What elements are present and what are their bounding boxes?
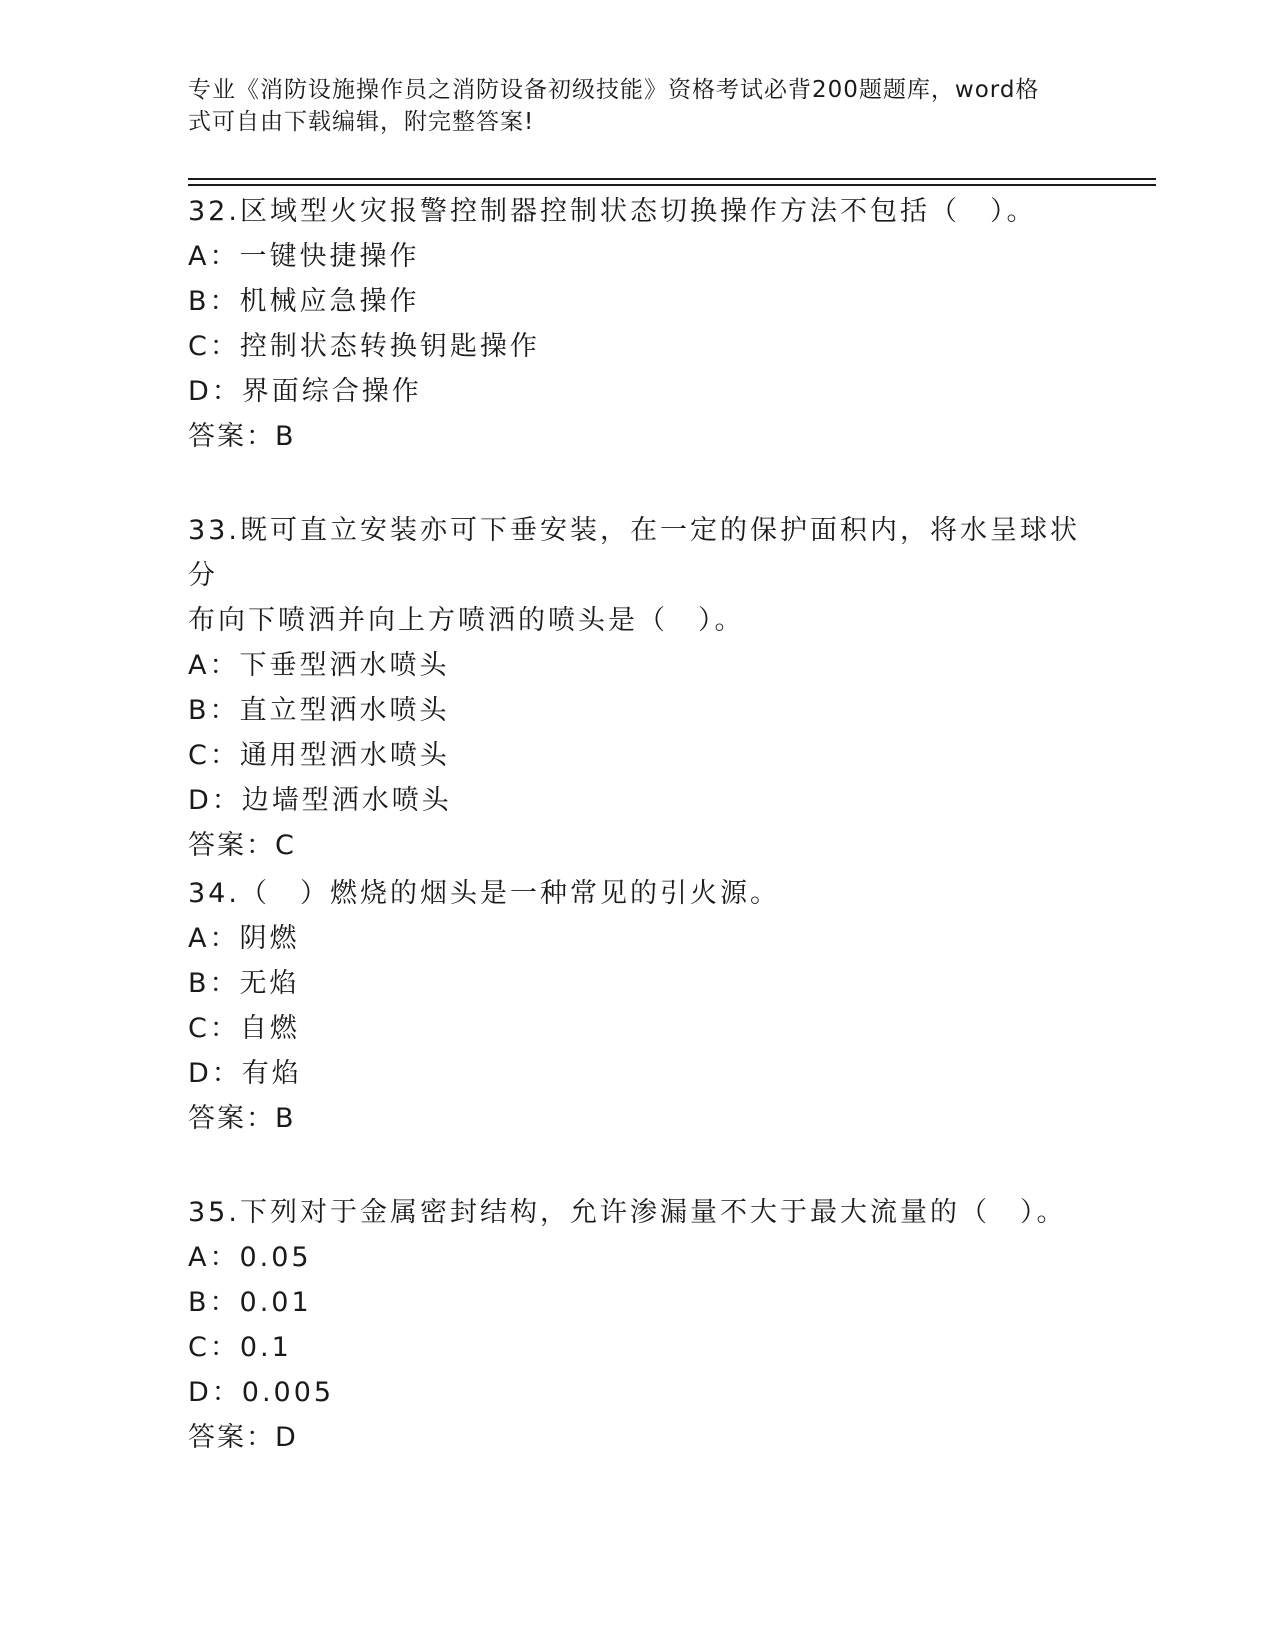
question-stem: 32.区域型火灾报警控制器控制状态切换操作方法不包括（ ）。 <box>188 196 1037 227</box>
option-b: B：无焰 <box>188 968 300 999</box>
option-b: B：机械应急操作 <box>188 286 420 317</box>
document-header <box>188 74 1068 138</box>
question-32 <box>188 189 1088 459</box>
question-34 <box>188 871 1088 1141</box>
option-c: C：通用型洒水喷头 <box>188 740 450 771</box>
answer-line: 答案：C <box>188 830 296 861</box>
question-33 <box>188 508 1088 868</box>
question-stem: 34.（ ）燃烧的烟头是一种常见的引火源。 <box>188 878 780 909</box>
option-a: A：阴燃 <box>188 923 300 954</box>
header-divider-top <box>188 178 1156 180</box>
option-b: B：0.01 <box>188 1287 312 1318</box>
option-c: C：0.1 <box>188 1332 292 1363</box>
answer-line: 答案：D <box>188 1422 298 1453</box>
option-a: A：0.05 <box>188 1242 312 1273</box>
question-35 <box>188 1190 1088 1460</box>
option-d: D：0.005 <box>188 1377 335 1408</box>
header-line-1: 专业《消防设施操作员之消防设备初级技能》资格考试必背200题题库，word格 <box>188 77 1040 103</box>
option-d: D：界面综合操作 <box>188 376 422 407</box>
option-b: B：直立型洒水喷头 <box>188 695 450 726</box>
answer-line: 答案：B <box>188 421 296 452</box>
option-a: A：一键快捷操作 <box>188 241 420 272</box>
option-a: A：下垂型洒水喷头 <box>188 650 450 681</box>
question-stem: 35.下列对于金属密封结构，允许渗漏量不大于最大流量的（ ）。 <box>188 1197 1067 1228</box>
option-d: D：有焰 <box>188 1058 302 1089</box>
question-stem-line-2: 布向下喷洒并向上方喷洒的喷头是（ ）。 <box>188 605 745 636</box>
question-stem-line-1: 33.既可直立安装亦可下垂安装，在一定的保护面积内，将水呈球状分 <box>188 515 1080 591</box>
header-divider-bottom <box>188 184 1156 186</box>
option-c: C：控制状态转换钥匙操作 <box>188 331 540 362</box>
option-c: C：自燃 <box>188 1013 300 1044</box>
answer-line: 答案：B <box>188 1103 296 1134</box>
header-line-2: 式可自由下载编辑，附完整答案! <box>188 109 535 135</box>
option-d: D：边墙型洒水喷头 <box>188 785 452 816</box>
